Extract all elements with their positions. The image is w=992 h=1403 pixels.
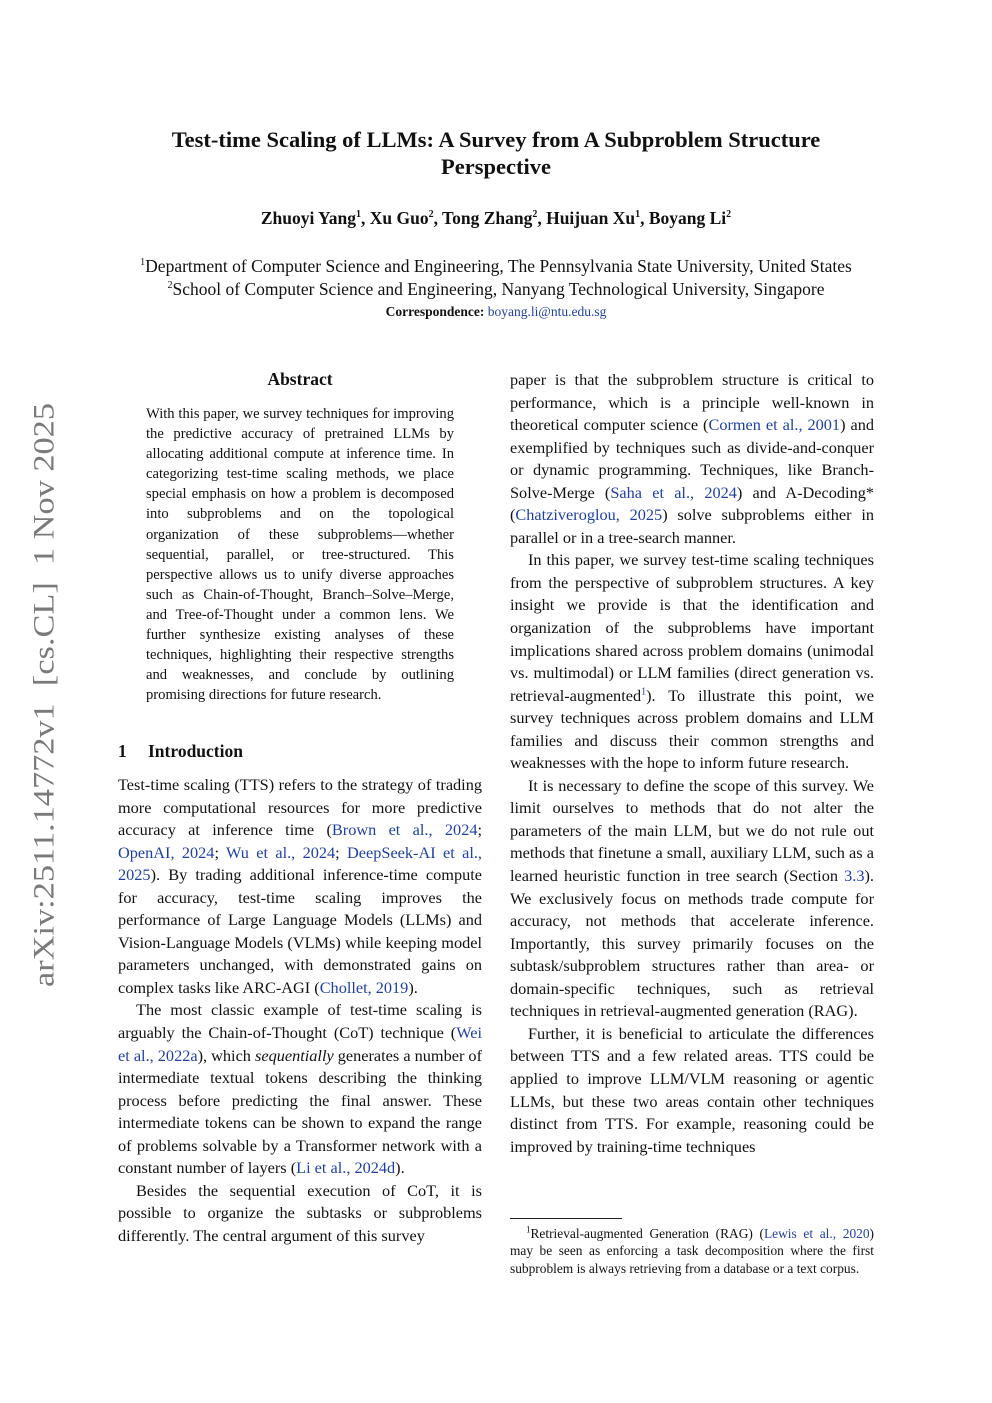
citation-link[interactable]: Wu et al., 2024 — [226, 842, 336, 862]
text-run: ) and A-Decoding* ( — [510, 482, 874, 525]
text-run: Test-time scaling (TTS) refers to the strategy of trading more computational resources for more predictive accuracy at inference time ( — [118, 775, 482, 840]
arxiv-stamp-svg — [18, 400, 70, 990]
affiliation-line — [60, 278, 932, 301]
left-column-text — [118, 774, 482, 1247]
text-run: generates a number of intermediate textual tokens describing the thinking process before predicting the final answer. These intermediate tokens can be shown to expand the range of problems solvable by a Transformer network with a constant number of layers ( — [118, 1045, 482, 1178]
citation-link[interactable]: Li et al., 2024d — [296, 1158, 396, 1178]
footnote — [510, 1225, 874, 1277]
text-run: ). — [395, 1158, 405, 1178]
author-affiliation-mark: 1 — [355, 209, 361, 221]
citation-link[interactable]: Lewis et al., 2020 — [763, 1226, 870, 1241]
text-run: ; — [214, 842, 227, 862]
abstract-heading: Abstract — [267, 369, 333, 389]
footnote-divider — [510, 1218, 622, 1219]
author-name: Tong Zhang — [442, 208, 533, 228]
paragraph: Besides the sequential execution of CoT, it is possible to organize the subtasks or subproblems differently. The central argument of this survey — [118, 1180, 482, 1245]
affiliation-line — [60, 255, 932, 278]
affiliation-mark: 1 — [140, 257, 146, 269]
affiliation-text: School of Computer Science and Engineering, Nanyang Technological University, Singapore — [172, 279, 825, 299]
section-heading-introduction — [118, 741, 482, 762]
title-line-2: Perspective — [441, 154, 551, 179]
author-name: Xu Guo — [369, 208, 429, 228]
citation-link[interactable]: Saha et al., 2024 — [610, 482, 737, 502]
text-run: paper is that the subproblem structure is critical to performance, which is a principle well-known in theoretical computer science ( — [510, 370, 874, 435]
correspondence-email-link[interactable]: boyang.li@ntu.edu.sg — [487, 304, 607, 319]
text-run: The most classic example of test-time scaling is arguably the Chain-of-Thought (CoT) technique ( — [118, 1000, 482, 1043]
paragraph-continued — [510, 369, 874, 549]
affiliation-text: Department of Computer Science and Engineering, The Pennsylvania State University, United States — [145, 256, 852, 276]
author-name: Huijuan Xu — [546, 208, 636, 228]
abstract-body: With this paper, we survey techniques for improving the predictive accuracy of pretrained LLMs by allocating additional compute at inference time. In categorizing test-time scaling methods, we place special emphasis on how a problem is decomposed into subproblems and on the topological organization of these subproblems—whether sequential, parallel, or tree-structured. This perspective allows us to unify diverse approaches such as Chain-of-Thought, Branch–Solve–Merge, and Tree-of-Thought under a common lens. We further synthesize existing analyses of these techniques, highlighting their respective strengths and weaknesses, and conclude by outlining promising directions for future research. — [146, 406, 454, 704]
affiliations — [60, 255, 932, 301]
footnote-mark: 1 — [526, 1224, 531, 1235]
section-title: Introduction — [148, 741, 243, 761]
citation-link[interactable]: Cormen et al., 2001 — [708, 415, 841, 435]
author-affiliation-mark: 1 — [635, 209, 641, 221]
section-ref-link[interactable]: 3.3 — [844, 866, 865, 886]
paragraph — [510, 775, 874, 1023]
affiliation-mark: 2 — [167, 280, 173, 292]
paper-title — [100, 126, 892, 180]
footnote-ref-link[interactable]: 1 — [641, 686, 647, 698]
text-run: Retrieval-augmented Generation (RAG) ( — [530, 1226, 764, 1241]
text-run: ; — [335, 842, 348, 862]
author-name: Boyang Li — [648, 208, 727, 228]
correspondence-label: Correspondence: — [385, 304, 485, 319]
citation-link[interactable]: Chatziveroglou, 2025 — [515, 505, 663, 525]
emphasis: sequentially — [255, 1045, 334, 1065]
text-run: ). To illustrate this point, we survey techniques across problem domains and LLM families and discuss their common strengths and weaknesses with the hope to inform future research. — [510, 685, 874, 773]
text-run: It is necessary to define the scope of this survey. We limit ourselves to methods that do not alter the parameters of the main LLM, but we do not rule out methods that finetune a small, auxiliary LLM, such as a learned heuristic function in tree search (Section — [510, 775, 874, 886]
author-list: Zhuoyi Yang$^1$, Xu Guo$^2$, Tong Zhang$^2$, Huijuan Xu$^1$, Boyang Li$^2$ — [260, 208, 732, 228]
text-run: ). By trading additional inference-time compute for accuracy, test-time scaling improves the performance of Large Language Models (LLMs) and Vision-Language Models (VLMs) while keeping model parameters unchanged, with demonstrated gains on complex tasks like ARC-AGI ( — [118, 865, 482, 997]
author-affiliation-mark: 2 — [726, 209, 732, 221]
correspondence — [100, 304, 892, 320]
author-name: Zhuoyi Yang — [260, 208, 356, 228]
author-affiliation-mark: 2 — [428, 209, 434, 221]
citation-link[interactable]: Chollet, 2019 — [319, 977, 409, 997]
section-number: 1 — [118, 741, 127, 761]
paragraph — [510, 549, 874, 774]
text-run: ) and exemplified by techniques such as divide-and-conquer or dynamic programming. Techniques, like Branch-Solve-Merge ( — [510, 415, 874, 502]
author-affiliation-mark: 2 — [532, 209, 538, 221]
text-run: ; — [477, 820, 483, 840]
paragraph: Further, it is beneficial to articulate the differences between TTS and a few related areas. TTS could be applied to improve LLM/VLM reasoning or agentic LLMs, but these two areas contain other techniques distinct from TTS. For example, reasoning could be improved by training-time techniques — [510, 1023, 874, 1156]
text-run: ) may be seen as enforcing a task decomposition where the first subproblem is always retrieving from a database or a text corpus. — [510, 1226, 875, 1276]
paragraph — [118, 999, 482, 1179]
text-run: ), which — [197, 1045, 256, 1065]
arxiv-stamp-text: arXiv:2511.14772v1 [cs.CL] 1 Nov 2025 — [27, 476, 61, 987]
right-column-text — [510, 369, 874, 1158]
citation-link[interactable]: Wei et al., 2022a — [118, 1023, 482, 1065]
arxiv-identifier-stamp — [18, 400, 70, 990]
text-run: ). — [408, 977, 418, 997]
citation-link[interactable]: Brown et al., 2024 — [331, 820, 478, 840]
citation-link[interactable]: DeepSeek-AI et al., 2025 — [118, 842, 482, 885]
paragraph — [118, 774, 482, 999]
text-run: In this paper, we survey test-time scaling techniques from the perspective of subproblem structures. A key insight we provide is that the identification and organization of the subproblems have important implications shared across problem domains (unimodal vs. multimodal) or LLM families (direct generation vs. retrieval-augmented — [510, 550, 874, 705]
title-line-1: Test-time Scaling of LLMs: A Survey from A Subproblem Structure — [171, 127, 821, 152]
citation-link[interactable]: OpenAI, 2024 — [118, 842, 215, 862]
text-run: ). We exclusively focus on methods trade compute for accuracy, not methods that accelerate inference. Importantly, this survey primarily focuses on the subtask/subproblem structures rather than area- or domain-specific techniques, such as retrieval techniques in retrieval-augmented generation (RAG). — [510, 866, 874, 1021]
text-run: ) solve subproblems either in parallel or in a tree-search manner. — [510, 505, 874, 547]
